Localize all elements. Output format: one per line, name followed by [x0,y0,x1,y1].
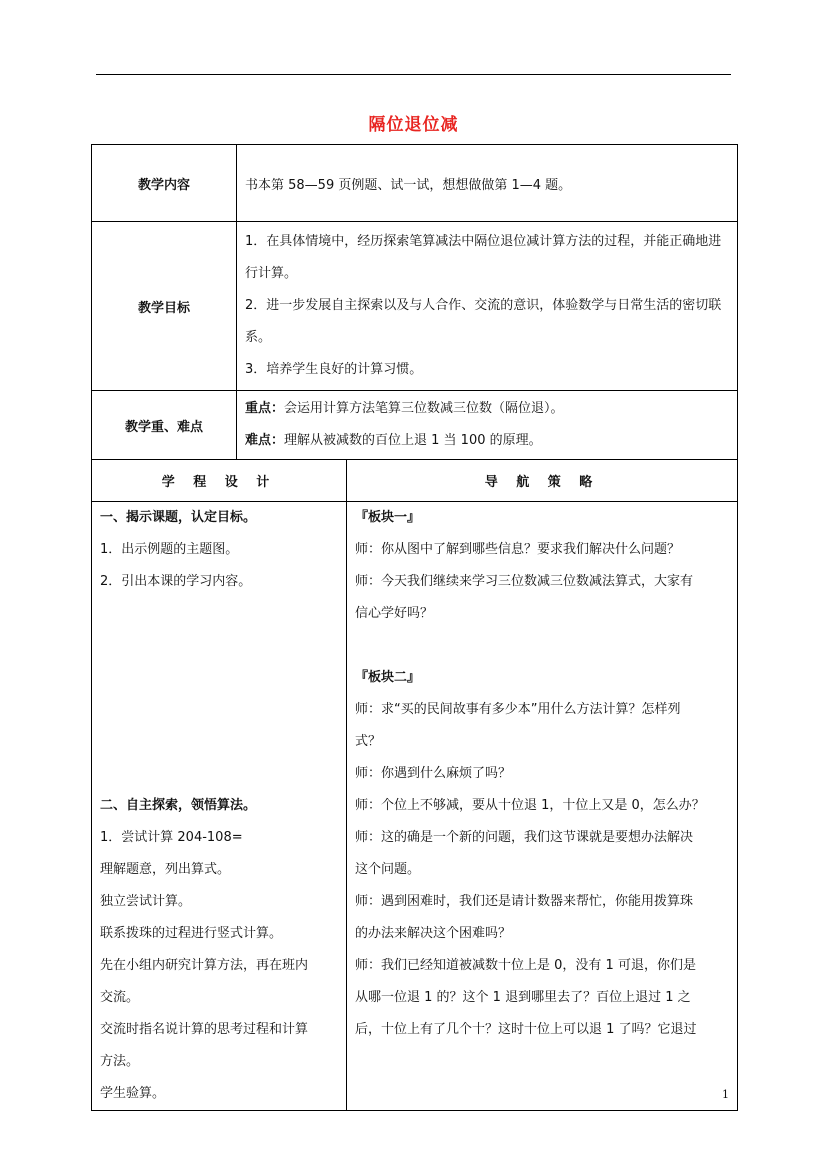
spacer [355,630,731,662]
spacer [100,726,340,758]
spacer [100,598,340,630]
left-line: 交流。 [100,990,140,1005]
page-number: 1 [722,1088,729,1101]
section-1-title: 一、揭示课题，认定目标。 [100,510,257,525]
row-keypoints [92,391,738,460]
focus-text: 会运用计算方法笔算三位数减三位数（隔位退）。 [284,401,564,416]
right-line: 师：个位上不够减，要从十位退 1，十位上又是 0，怎么办？ [355,798,705,813]
label-goals: 教学目标 [92,222,237,391]
spacer [100,630,340,662]
left-line: 联系拨珠的过程进行竖式计算。 [100,926,283,941]
left-line: 1．尝试计算 204-108= [100,830,243,845]
right-line: 从哪一位退 1 的？这个 1 退到哪里去了？百位上退过 1 之 [355,990,691,1005]
row-content [92,145,738,222]
right-line: 后，十位上有了几个十？这时十位上可以退 1 了吗？它退过 [355,1022,697,1037]
page-title: 隔位退位减 [368,115,459,135]
right-line: 师：这的确是一个新的问题，我们这节课就是要想办法解决 [355,830,694,845]
lesson-plan-table [91,144,738,1111]
right-line: 师：今天我们继续来学习三位数减三位数减法算式，大家有 [355,574,694,589]
block-1-title: 『板块一』 [355,510,421,525]
focus-label: 重点： [245,401,285,416]
right-line: 师：遇到困难时，我们还是请计数器来帮忙，你能用拨算珠 [355,894,694,909]
right-column-cell [347,502,738,1111]
column-header-right: 导 航 策 略 [347,460,738,502]
right-line: 师：你从图中了解到哪些信息？要求我们解决什么问题？ [355,542,681,557]
right-line: 这个问题。 [355,862,421,877]
row-goals [92,222,738,391]
spacer [100,694,340,726]
goal-item: 3．培养学生良好的计算习惯。 [245,362,423,377]
goals-cell [237,222,738,391]
header-rule [96,74,731,75]
left-line: 1．出示例题的主题图。 [100,542,239,557]
spacer [100,758,340,790]
right-line: 师：求“买的民间故事有多少本”用什么方法计算？怎样列 [355,702,681,717]
row-body [92,502,738,1111]
left-line: 理解题意，列出算式。 [100,862,231,877]
left-line: 学生验算。 [100,1086,166,1101]
right-line: 师：我们已经知道被减数十位上是 0，没有 1 可退，你们是 [355,958,696,973]
section-2-title: 二、自主探索，领悟算法。 [100,798,257,813]
left-line: 先在小组内研究计算方法，再在班内 [100,958,309,973]
right-line: 式？ [355,734,382,749]
left-line: 方法。 [100,1054,140,1069]
column-header-left: 学 程 设 计 [92,460,347,502]
goal-item: 2．进一步发展自主探索以及与人合作、交流的意识，体验数学与日常生活的密切联系。 [245,298,722,345]
keypoints-cell [237,391,738,460]
right-line: 师：你遇到什么麻烦了吗？ [355,766,512,781]
right-line: 信心学好吗？ [355,606,434,621]
content-text: 书本第 58—59 页例题、试一试，想想做做第 1—4 题。 [237,145,738,222]
block-2-title: 『板块二』 [355,670,421,685]
left-line: 独立尝试计算。 [100,894,192,909]
left-line: 2．引出本课的学习内容。 [100,574,252,589]
goal-item: 1．在具体情境中，经历探索笔算减法中隔位退位减计算方法的过程，并能正确地进行计算。 [245,234,722,281]
difficulty-line [245,425,731,457]
left-line: 交流时指名说计算的思考过程和计算 [100,1022,309,1037]
row-column-headers [92,460,738,502]
difficulty-label: 难点： [245,433,285,448]
spacer [100,662,340,694]
right-line: 的办法来解决这个困难吗？ [355,926,512,941]
label-keypoints: 教学重、难点 [92,391,237,460]
focus-line [245,393,731,425]
left-column-cell [92,502,347,1111]
difficulty-text: 理解从被减数的百位上退 1 当 100 的原理。 [284,433,542,448]
label-content: 教学内容 [92,145,237,222]
